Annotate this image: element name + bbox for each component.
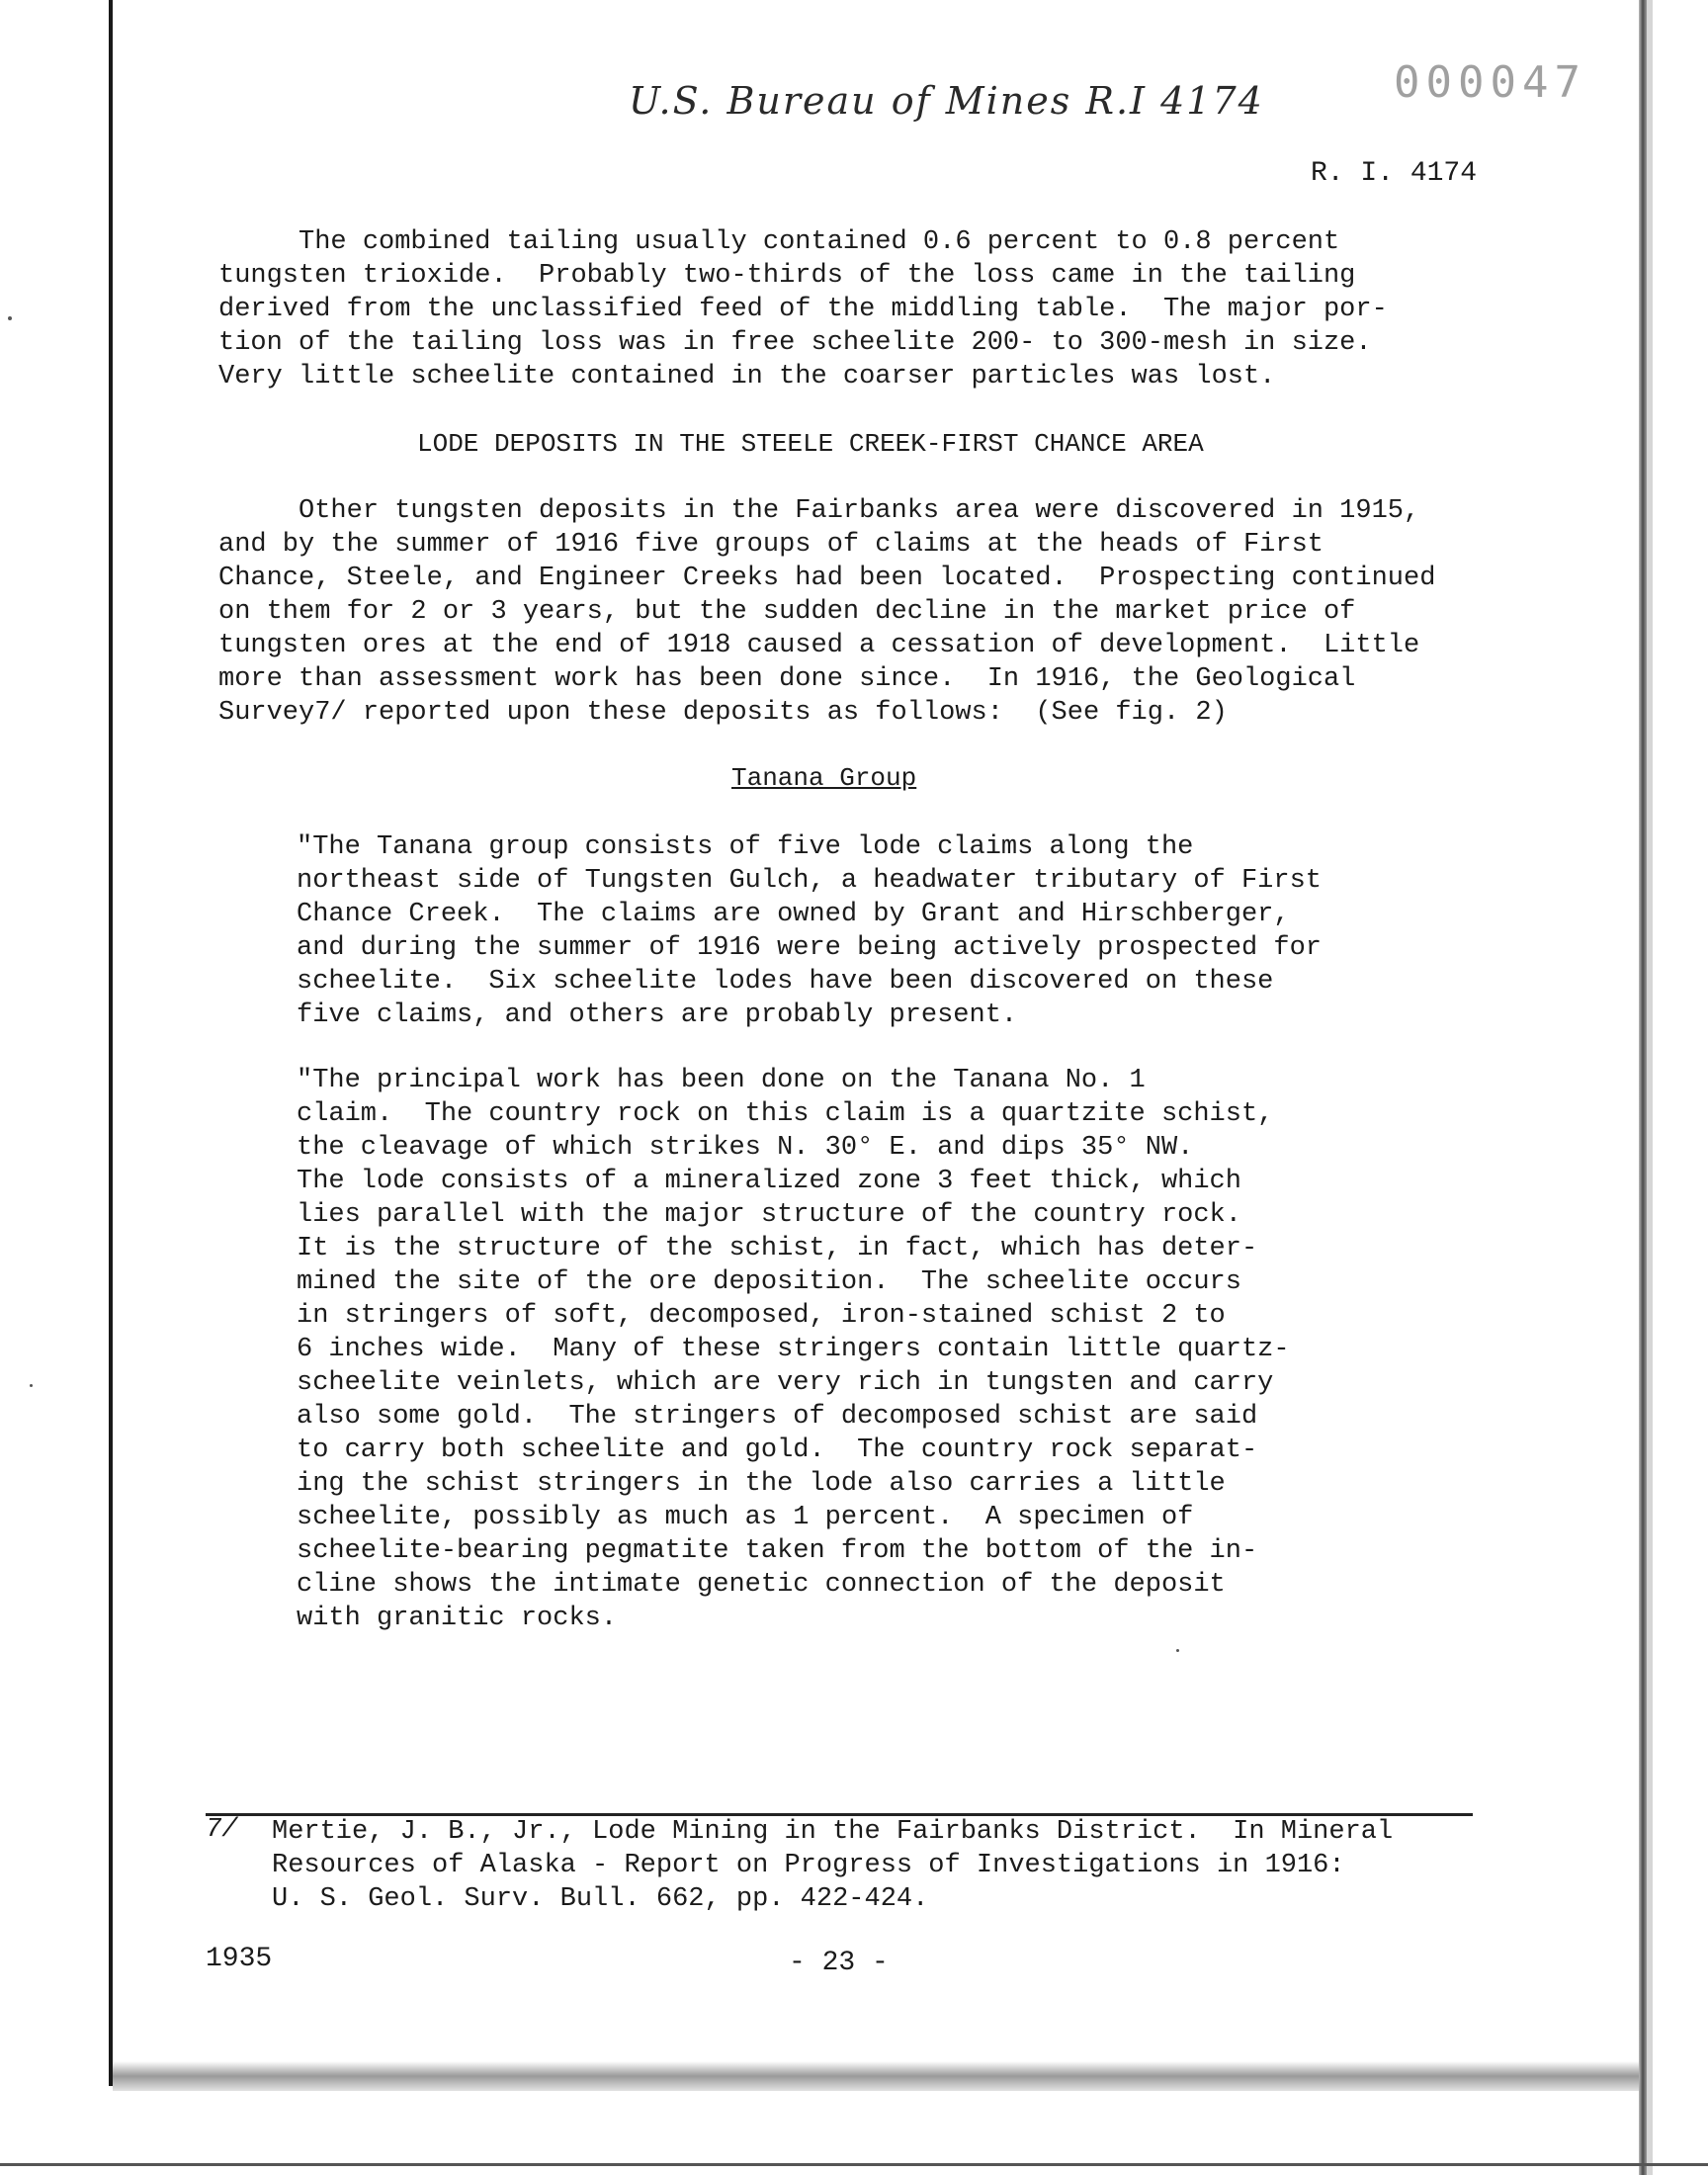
page-right-edge-margin	[1647, 0, 1653, 2175]
page-number: - 23 -	[789, 1948, 889, 1978]
page-left-edge	[109, 0, 113, 2086]
body-paragraph: Other tungsten deposits in the Fairbanks area were discovered in 1915, and by the summer of 1916 five groups of claims at the heads of First Chance, Steele, and Engineer Creeks had been located. Prospecting continued on them for 2 or 3 years, but the sudden decline in the market price of tungsten ores at the end of 1918 caused a cessation of development. Little more than assessment work has been done since. In 1916, the Geological Survey7/ reported upon these deposits as follows: (See fig. 2)	[218, 496, 1436, 728]
block-quote: "The Tanana group consists of five lode claims along the northeast side of Tungsten Gulch, a headwater tributary of First Chance Creek. The claims are owned by Grant and Hirschberger, and during the summer of 1916 were being actively prospected for scheelite. Six scheelite lodes have been discovered on these five claims, and others are probably present.	[297, 832, 1322, 1030]
footer-year: 1935	[206, 1944, 273, 1974]
page-bottom-shadow	[113, 2061, 1639, 2091]
section-heading: LODE DEPOSITS IN THE STEELE CREEK-FIRST CHANCE AREA	[417, 429, 1204, 459]
scan-speck	[30, 1384, 33, 1387]
document-stamp-number: 000047	[1394, 57, 1586, 108]
handwritten-annotation: U.S. Bureau of Mines R.I 4174	[629, 79, 1264, 123]
footnote-marker: 7/	[206, 1815, 238, 1845]
report-id: R. I. 4174	[1311, 158, 1478, 189]
footnote-text: Mertie, J. B., Jr., Lode Mining in the Fairbanks District. In Mineral Resources of Alaska - Report on Progress of Investigations in 1916: U. S. Geol. Surv. Bull. 662, pp. 422-424.	[272, 1817, 1394, 1914]
block-quote: "The principal work has been done on the Tanana No. 1 claim. The country rock on this claim is a quartzite schist, the cleavage of which strikes N. 30° E. and dips 35° NW. The lode consists of a mineralized zone 3 feet thick, which lies parallel with the major structure of the country rock. It is the structure of the schist, in fact, which has deter- mined the site of the ore deposition. The scheelite occurs in stringers of soft, decomposed, iron-stained schist 2 to 6 inches wide. Many of these stringers contain little quartz- scheelite veinlets, which are very rich in tungsten and carry also some gold. The stringers of decomposed schist are said to carry both scheelite and gold. The country rock separat- ing the schist stringers in the lode also carries a little scheelite, possibly as much as 1 percent. A specimen of scheelite-bearing pegmatite taken from the bottom of the in- cline shows the intimate genetic connection of the deposit with granitic rocks.	[297, 1066, 1290, 1633]
page-bottom-edge	[0, 2163, 1708, 2166]
subsection-heading: Tanana Group	[731, 763, 917, 793]
scan-speck	[1176, 1649, 1179, 1652]
page-right-edge	[1639, 0, 1647, 2175]
scan-speck	[8, 316, 12, 320]
body-paragraph: The combined tailing usually contained 0.6 percent to 0.8 percent tungsten trioxide. Probably two-thirds of the loss came in the tailing derived from the unclassified feed of the middling table. The major por- tion of the tailing loss was in free scheelite 200- to 300-mesh in size. Very little scheelite contained in the coarser particles was lost.	[218, 227, 1388, 392]
